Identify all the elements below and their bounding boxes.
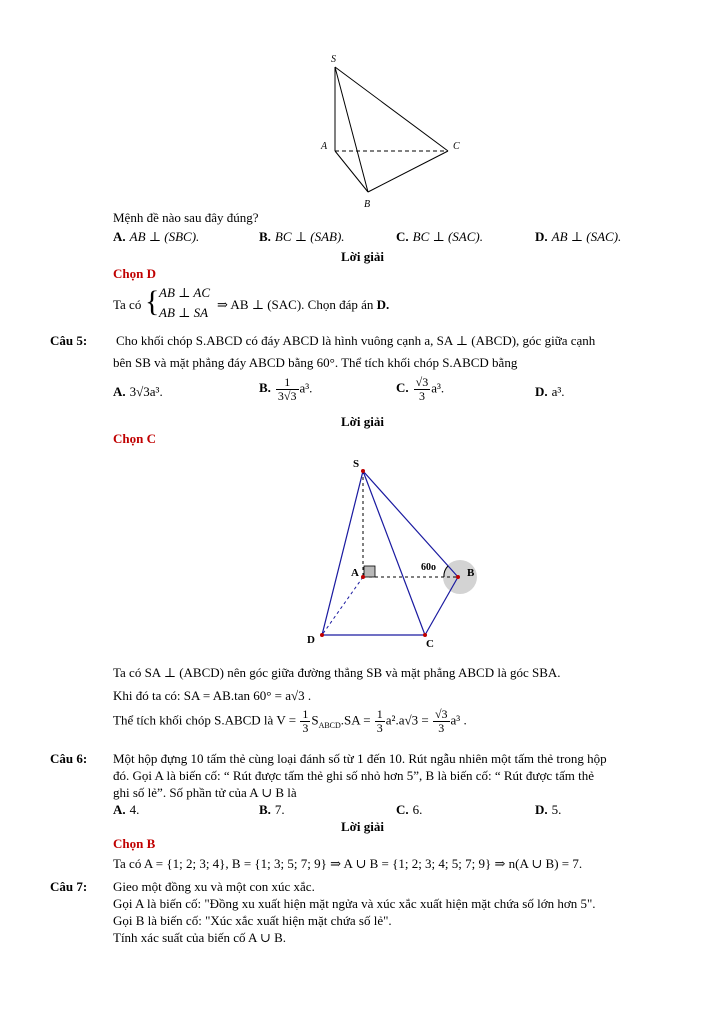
- brace-icon: {: [145, 285, 160, 318]
- q7-line4: Tính xác suất của biến cố A ∪ B.: [113, 930, 286, 945]
- q5-sol1: Ta có SA ⊥ (ABCD) nên góc giữa đường thẳng SB và mặt phẳng ABCD là góc SBA.: [113, 665, 561, 680]
- label-a: A: [321, 141, 328, 152]
- q6-option-d[interactable]: D. 5.: [535, 802, 562, 817]
- label-c: C: [426, 638, 434, 650]
- edge-ad: [322, 577, 363, 635]
- label-c: C: [453, 141, 460, 152]
- q7-line2: Gọi A là biến cố: "Đồng xu xuất hiện mặt ngửa và xúc xắc xuất hiện mặt chứa số lớn hơn 5".: [113, 896, 596, 911]
- q7-line3: Gọi B là biến cố: "Xúc xắc xuất hiện mặt chứa số lẻ".: [113, 913, 392, 928]
- q5-option-c[interactable]: C. $\frac{√3}{3}$ a³.: [396, 375, 445, 403]
- q4-option-a[interactable]: A. AB ⊥ (SBC).: [113, 229, 200, 244]
- edge-bc: [368, 151, 448, 192]
- q4-solution-heading: Lời giải: [341, 249, 384, 264]
- q6-label: Câu 6:: [50, 751, 88, 766]
- label-s: S: [353, 458, 360, 470]
- q5-line2: bên SB và mặt phẳng đáy ABCD bằng 60°. Thể tích khối chóp S.ABCD bằng: [113, 355, 518, 370]
- edge-cb: [425, 577, 458, 635]
- q5-option-d[interactable]: D. a³.: [535, 384, 565, 399]
- edge-sd: [322, 471, 363, 635]
- tetrahedron-figure: [310, 50, 470, 212]
- vertex-c: [423, 633, 427, 637]
- edge-sb: [335, 67, 368, 192]
- q6-solution-heading: Lời giải: [341, 819, 384, 834]
- angle-label: 60o: [421, 562, 436, 573]
- q5-line1: Cho khối chóp S.ABCD có đáy ABCD là hình vuông cạnh a, SA ⊥ (ABCD), góc giữa cạnh: [116, 333, 596, 348]
- q6-option-b[interactable]: B. 7.: [259, 802, 285, 817]
- edge-sc: [363, 471, 425, 635]
- pyramid-figure: [300, 452, 500, 652]
- right-angle-mark: [364, 566, 375, 577]
- label-b: B: [364, 199, 371, 210]
- edge-sc: [335, 67, 448, 151]
- label-s: S: [331, 54, 336, 65]
- q5-option-a[interactable]: A. 3√3a³.: [113, 384, 163, 399]
- vertex-s: [361, 469, 365, 473]
- q6-sol: Ta có A = {1; 2; 3; 4}, B = {1; 3; 5; 7; 9} ⇒ A ∪ B = {1; 2; 3; 4; 5; 7; 9} ⇒ n(A ∪ B) = 7.: [113, 856, 583, 871]
- label-d: D: [307, 634, 315, 646]
- q4-option-d[interactable]: D. AB ⊥ (SAC).: [535, 229, 622, 244]
- q4-answer: Chọn D: [113, 266, 156, 281]
- page: S A C B Mệnh đề nào sau đây đúng? A. AB ⊥ (SBC). B. BC ⊥ (SAB). C. BC ⊥ (SAC). D. AB ⊥ (SAC). Lời giải Chọn D Ta có { AB ⊥ AC AB ⊥ SA ⇒ AB ⊥ (SAC). Chọn đáp án D. Câu 5: Cho khối chóp S.ABCD có đáy ABCD là hình vuông cạnh a, SA ⊥ (ABCD), góc giữa cạnh bên SB và mặt phẳng đáy ABCD bằng 60°. Thể tích khối chóp S.ABCD bằng A. 3√3a³. B. $\frac{1}{3√3}$ a³. C. $\frac{√3}{3}$ a³. D. a³. Lời giải Chọn C S A B C D 60o Ta có SA ⊥ (ABCD) nên góc giữa đường thẳng SB và mặt phẳng ABCD là góc SBA. Khi đó ta có: SA = AB.tan 60° = a√3 . Thể tích khối chóp S.ABCD là V = $\frac{1}{3}$ $S_{ABCD}.SA$ = $\frac{1}{3}$ a².a√3 = $\frac{√3}{3}$ a³ . Câu 6: Một hộp đựng 10 tấm thẻ cùng loại đánh số từ 1 đến 10. Rút ngẫu nhiên một tấm thẻ trong hộp đó. Gọi A là biến cố: “ Rút được tấm thẻ ghi số nhỏ hơn 5”, B là biến cố: “ Rút được tấm thẻ ghi số lẻ”. Số phần tử của A ∪ B là A. 4. B. 7. C. 6. D. 5. Lời giải Chọn B Ta có A = {1; 2; 3; 4}, B = {1; 3; 5; 7; 9} ⇒ A ∪ B = {1; 2; 3; 4; 5; 7; 9} ⇒ n(A ∪ B) = 7. Câu 7: Gieo một đồng xu và một con xúc xắc. Gọi A là biến cố: "Đồng xu xuất hiện mặt ngửa và xúc xắc xuất hiện mặt chứa số lớn hơn 5". Gọi B là biến cố: "Xúc xắc xuất hiện mặt chứa số lẻ". Tính xác suất của biến cố A ∪ B.: [0, 0, 725, 1024]
- label-a: A: [351, 567, 359, 579]
- q5-sol3: Thể tích khối chóp S.ABCD là V = $\frac{1}{3}$ $S_{ABCD}.SA$ = $\frac{1}{3}$ a².a√3 = $\frac{√3}{3}$ a³ .: [113, 707, 467, 735]
- q5-sol2: Khi đó ta có: SA = AB.tan 60° = a√3 .: [113, 688, 312, 703]
- vertex-a: [361, 575, 365, 579]
- q5-label: Câu 5:: [50, 333, 88, 348]
- q6-line1: Một hộp đựng 10 tấm thẻ cùng loại đánh số từ 1 đến 10. Rút ngẫu nhiên một tấm thẻ trong hộp: [113, 751, 607, 766]
- q5-answer: Chọn C: [113, 431, 156, 446]
- q4-question: Mệnh đề nào sau đây đúng?: [113, 210, 259, 225]
- q6-answer: Chọn B: [113, 836, 156, 851]
- q6-option-a[interactable]: A. 4.: [113, 802, 140, 817]
- q7-label: Câu 7:: [50, 879, 88, 894]
- q5-option-b[interactable]: B. $\frac{1}{3√3}$ a³.: [259, 375, 313, 403]
- vertex-d: [320, 633, 324, 637]
- q6-line2: đó. Gọi A là biến cố: “ Rút được tấm thẻ ghi số nhỏ hơn 5”, B là biến cố: “ Rút được tấm thẻ: [113, 768, 594, 783]
- vertex-b: [456, 575, 460, 579]
- q4-option-b[interactable]: B. BC ⊥ (SAB).: [259, 229, 345, 244]
- q6-option-c[interactable]: C. 6.: [396, 802, 423, 817]
- q5-solution-heading: Lời giải: [341, 414, 384, 429]
- q4-option-c[interactable]: C. BC ⊥ (SAC).: [396, 229, 483, 244]
- q7-line1: Gieo một đồng xu và một con xúc xắc.: [113, 879, 315, 894]
- label-b: B: [467, 567, 475, 579]
- q6-line3: ghi số lẻ”. Số phần tử của A ∪ B là: [113, 785, 297, 800]
- edge-sb: [363, 471, 458, 577]
